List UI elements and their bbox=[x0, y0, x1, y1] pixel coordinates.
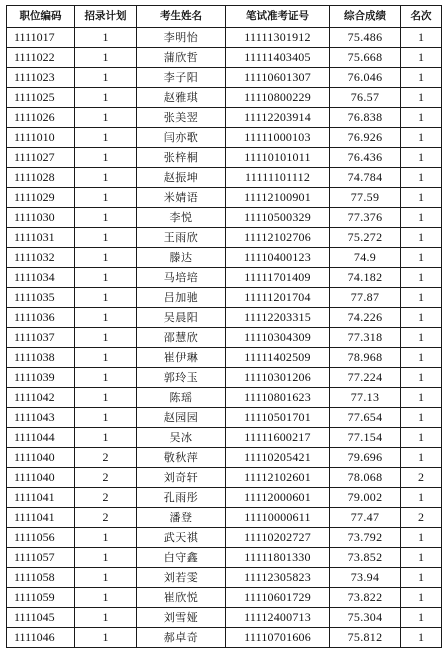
candidate-name-cell: 赵园园 bbox=[137, 408, 226, 428]
candidate-name-cell: 郝卓奇 bbox=[137, 628, 226, 648]
candidate-name-cell: 张美翌 bbox=[137, 108, 226, 128]
recruitment-plan-cell: 1 bbox=[75, 348, 137, 368]
candidate-name-cell: 郭玲玉 bbox=[137, 368, 226, 388]
table-row bbox=[7, 488, 442, 508]
recruitment-plan-cell: 1 bbox=[75, 148, 137, 168]
table-body bbox=[7, 28, 442, 648]
table-row bbox=[7, 448, 442, 468]
rank-cell: 1 bbox=[401, 288, 442, 308]
candidate-name-cell: 王雨欣 bbox=[137, 228, 226, 248]
results-table bbox=[6, 5, 442, 648]
position-code-cell: 1111017 bbox=[7, 28, 75, 48]
candidate-name-cell: 吴晨阳 bbox=[137, 308, 226, 328]
rank-cell: 1 bbox=[401, 628, 442, 648]
table-row bbox=[7, 248, 442, 268]
recruitment-plan-cell: 1 bbox=[75, 288, 137, 308]
exam-ticket-cell: 11110601307 bbox=[226, 68, 330, 88]
table-row bbox=[7, 548, 442, 568]
position-code-cell: 1111035 bbox=[7, 288, 75, 308]
position-code-cell: 1111028 bbox=[7, 168, 75, 188]
table-row bbox=[7, 508, 442, 528]
recruitment-plan-cell: 1 bbox=[75, 388, 137, 408]
table-row bbox=[7, 568, 442, 588]
recruitment-plan-cell: 1 bbox=[75, 368, 137, 388]
exam-ticket-cell: 11111600217 bbox=[226, 428, 330, 448]
composite-score-cell: 75.486 bbox=[330, 28, 401, 48]
rank-cell: 1 bbox=[401, 548, 442, 568]
candidate-name-cell: 崔伊琳 bbox=[137, 348, 226, 368]
rank-cell: 1 bbox=[401, 208, 442, 228]
position-code-cell: 1111040 bbox=[7, 448, 75, 468]
position-code-cell: 1111029 bbox=[7, 188, 75, 208]
candidate-name-cell: 潘登 bbox=[137, 508, 226, 528]
header-composite-score: 综合成绩 bbox=[330, 6, 401, 28]
recruitment-plan-cell: 1 bbox=[75, 68, 137, 88]
exam-ticket-cell: 11112100901 bbox=[226, 188, 330, 208]
recruitment-plan-cell: 2 bbox=[75, 488, 137, 508]
exam-ticket-cell: 11112203315 bbox=[226, 308, 330, 328]
composite-score-cell: 74.9 bbox=[330, 248, 401, 268]
exam-ticket-cell: 11111000103 bbox=[226, 128, 330, 148]
composite-score-cell: 76.436 bbox=[330, 148, 401, 168]
position-code-cell: 1111027 bbox=[7, 148, 75, 168]
recruitment-plan-cell: 1 bbox=[75, 88, 137, 108]
candidate-name-cell: 米婧语 bbox=[137, 188, 226, 208]
recruitment-plan-cell: 2 bbox=[75, 468, 137, 488]
composite-score-cell: 74.784 bbox=[330, 168, 401, 188]
exam-ticket-cell: 11112203914 bbox=[226, 108, 330, 128]
position-code-cell: 1111045 bbox=[7, 608, 75, 628]
exam-ticket-cell: 11110701606 bbox=[226, 628, 330, 648]
rank-cell: 1 bbox=[401, 148, 442, 168]
position-code-cell: 1111043 bbox=[7, 408, 75, 428]
composite-score-cell: 75.812 bbox=[330, 628, 401, 648]
position-code-cell: 1111022 bbox=[7, 48, 75, 68]
candidate-name-cell: 吕加驰 bbox=[137, 288, 226, 308]
recruitment-plan-cell: 1 bbox=[75, 28, 137, 48]
position-code-cell: 1111036 bbox=[7, 308, 75, 328]
position-code-cell: 1111056 bbox=[7, 528, 75, 548]
position-code-cell: 1111023 bbox=[7, 68, 75, 88]
exam-ticket-cell: 11111403405 bbox=[226, 48, 330, 68]
rank-cell: 1 bbox=[401, 348, 442, 368]
candidate-name-cell: 孔雨彤 bbox=[137, 488, 226, 508]
table-row bbox=[7, 48, 442, 68]
recruitment-plan-cell: 1 bbox=[75, 228, 137, 248]
exam-ticket-cell: 11110301206 bbox=[226, 368, 330, 388]
composite-score-cell: 77.318 bbox=[330, 328, 401, 348]
composite-score-cell: 78.968 bbox=[330, 348, 401, 368]
recruitment-plan-cell: 1 bbox=[75, 208, 137, 228]
table-row bbox=[7, 308, 442, 328]
rank-cell: 1 bbox=[401, 368, 442, 388]
exam-ticket-cell: 11111801330 bbox=[226, 548, 330, 568]
exam-ticket-cell: 11111402509 bbox=[226, 348, 330, 368]
composite-score-cell: 77.87 bbox=[330, 288, 401, 308]
candidate-name-cell: 刘若雯 bbox=[137, 568, 226, 588]
position-code-cell: 1111025 bbox=[7, 88, 75, 108]
composite-score-cell: 75.668 bbox=[330, 48, 401, 68]
table-row bbox=[7, 108, 442, 128]
header-rank: 名次 bbox=[401, 6, 442, 28]
rank-cell: 1 bbox=[401, 428, 442, 448]
rank-cell: 1 bbox=[401, 228, 442, 248]
rank-cell: 1 bbox=[401, 68, 442, 88]
rank-cell: 1 bbox=[401, 108, 442, 128]
recruitment-plan-cell: 1 bbox=[75, 568, 137, 588]
recruitment-plan-cell: 1 bbox=[75, 608, 137, 628]
composite-score-cell: 78.068 bbox=[330, 468, 401, 488]
composite-score-cell: 73.792 bbox=[330, 528, 401, 548]
composite-score-cell: 79.696 bbox=[330, 448, 401, 468]
composite-score-cell: 76.57 bbox=[330, 88, 401, 108]
rank-cell: 1 bbox=[401, 588, 442, 608]
position-code-cell: 1111044 bbox=[7, 428, 75, 448]
exam-ticket-cell: 11111301912 bbox=[226, 28, 330, 48]
recruitment-plan-cell: 1 bbox=[75, 48, 137, 68]
rank-cell: 1 bbox=[401, 528, 442, 548]
table-row bbox=[7, 288, 442, 308]
recruitment-plan-cell: 1 bbox=[75, 628, 137, 648]
candidate-name-cell: 李明怡 bbox=[137, 28, 226, 48]
position-code-cell: 1111031 bbox=[7, 228, 75, 248]
recruitment-plan-cell: 2 bbox=[75, 448, 137, 468]
composite-score-cell: 73.94 bbox=[330, 568, 401, 588]
candidate-name-cell: 白守鑫 bbox=[137, 548, 226, 568]
header-candidate-name: 考生姓名 bbox=[137, 6, 226, 28]
composite-score-cell: 77.47 bbox=[330, 508, 401, 528]
exam-ticket-cell: 11112305823 bbox=[226, 568, 330, 588]
composite-score-cell: 77.59 bbox=[330, 188, 401, 208]
exam-ticket-cell: 11110601729 bbox=[226, 588, 330, 608]
position-code-cell: 1111026 bbox=[7, 108, 75, 128]
composite-score-cell: 76.926 bbox=[330, 128, 401, 148]
exam-ticket-cell: 11110205421 bbox=[226, 448, 330, 468]
composite-score-cell: 77.13 bbox=[330, 388, 401, 408]
recruitment-plan-cell: 1 bbox=[75, 188, 137, 208]
exam-ticket-cell: 11112400713 bbox=[226, 608, 330, 628]
exam-ticket-cell: 11110500329 bbox=[226, 208, 330, 228]
exam-ticket-cell: 11110202727 bbox=[226, 528, 330, 548]
exam-ticket-cell: 11112000601 bbox=[226, 488, 330, 508]
composite-score-cell: 76.046 bbox=[330, 68, 401, 88]
candidate-name-cell: 陈瑶 bbox=[137, 388, 226, 408]
exam-ticket-cell: 11112102601 bbox=[226, 468, 330, 488]
rank-cell: 1 bbox=[401, 308, 442, 328]
rank-cell: 1 bbox=[401, 128, 442, 148]
table-row bbox=[7, 208, 442, 228]
candidate-name-cell: 武天祺 bbox=[137, 528, 226, 548]
table-row bbox=[7, 28, 442, 48]
table-row bbox=[7, 68, 442, 88]
table-row bbox=[7, 628, 442, 648]
table-row bbox=[7, 348, 442, 368]
rank-cell: 1 bbox=[401, 188, 442, 208]
exam-ticket-cell: 11110801623 bbox=[226, 388, 330, 408]
table-row bbox=[7, 268, 442, 288]
table-row bbox=[7, 608, 442, 628]
recruitment-plan-cell: 1 bbox=[75, 588, 137, 608]
candidate-name-cell: 刘雪娅 bbox=[137, 608, 226, 628]
position-code-cell: 1111042 bbox=[7, 388, 75, 408]
composite-score-cell: 76.838 bbox=[330, 108, 401, 128]
table-row bbox=[7, 188, 442, 208]
composite-score-cell: 74.226 bbox=[330, 308, 401, 328]
candidate-name-cell: 张梓桐 bbox=[137, 148, 226, 168]
composite-score-cell: 75.304 bbox=[330, 608, 401, 628]
header-exam-ticket-number: 笔试准考证号 bbox=[226, 6, 330, 28]
position-code-cell: 1111040 bbox=[7, 468, 75, 488]
table-row bbox=[7, 468, 442, 488]
rank-cell: 1 bbox=[401, 568, 442, 588]
position-code-cell: 1111058 bbox=[7, 568, 75, 588]
rank-cell: 1 bbox=[401, 168, 442, 188]
recruitment-plan-cell: 1 bbox=[75, 328, 137, 348]
recruitment-plan-cell: 1 bbox=[75, 108, 137, 128]
rank-cell: 1 bbox=[401, 448, 442, 468]
candidate-name-cell: 赵雅琪 bbox=[137, 88, 226, 108]
exam-ticket-cell: 11110101011 bbox=[226, 148, 330, 168]
header-position-code: 职位编码 bbox=[7, 6, 75, 28]
candidate-name-cell: 闫亦歌 bbox=[137, 128, 226, 148]
rank-cell: 1 bbox=[401, 48, 442, 68]
recruitment-plan-cell: 1 bbox=[75, 268, 137, 288]
composite-score-cell: 77.154 bbox=[330, 428, 401, 448]
composite-score-cell: 77.376 bbox=[330, 208, 401, 228]
table-row bbox=[7, 88, 442, 108]
exam-ticket-cell: 11112102706 bbox=[226, 228, 330, 248]
candidate-name-cell: 吴冰 bbox=[137, 428, 226, 448]
exam-ticket-cell: 11110000611 bbox=[226, 508, 330, 528]
position-code-cell: 1111038 bbox=[7, 348, 75, 368]
composite-score-cell: 75.272 bbox=[330, 228, 401, 248]
table-row bbox=[7, 408, 442, 428]
candidate-name-cell: 李悦 bbox=[137, 208, 226, 228]
exam-ticket-cell: 11111701409 bbox=[226, 268, 330, 288]
table-row bbox=[7, 388, 442, 408]
recruitment-plan-cell: 1 bbox=[75, 408, 137, 428]
recruitment-plan-cell: 1 bbox=[75, 248, 137, 268]
position-code-cell: 1111037 bbox=[7, 328, 75, 348]
candidate-name-cell: 李子阳 bbox=[137, 68, 226, 88]
table-row bbox=[7, 368, 442, 388]
composite-score-cell: 73.852 bbox=[330, 548, 401, 568]
candidate-name-cell: 马培培 bbox=[137, 268, 226, 288]
recruitment-plan-cell: 1 bbox=[75, 168, 137, 188]
recruitment-plan-cell: 1 bbox=[75, 528, 137, 548]
position-code-cell: 1111059 bbox=[7, 588, 75, 608]
header-row bbox=[7, 6, 442, 28]
recruitment-plan-cell: 1 bbox=[75, 548, 137, 568]
exam-ticket-cell: 11110304309 bbox=[226, 328, 330, 348]
composite-score-cell: 77.224 bbox=[330, 368, 401, 388]
rank-cell: 1 bbox=[401, 388, 442, 408]
header-recruitment-plan: 招录计划 bbox=[75, 6, 137, 28]
candidate-name-cell: 崔欣悦 bbox=[137, 588, 226, 608]
recruitment-plan-cell: 1 bbox=[75, 308, 137, 328]
table-row bbox=[7, 228, 442, 248]
candidate-name-cell: 刘奇轩 bbox=[137, 468, 226, 488]
table-row bbox=[7, 168, 442, 188]
table-row bbox=[7, 528, 442, 548]
exam-ticket-cell: 11110400123 bbox=[226, 248, 330, 268]
position-code-cell: 1111046 bbox=[7, 628, 75, 648]
rank-cell: 1 bbox=[401, 408, 442, 428]
table-row bbox=[7, 148, 442, 168]
composite-score-cell: 77.654 bbox=[330, 408, 401, 428]
position-code-cell: 1111030 bbox=[7, 208, 75, 228]
candidate-name-cell: 邵慧欣 bbox=[137, 328, 226, 348]
table-row bbox=[7, 428, 442, 448]
position-code-cell: 1111039 bbox=[7, 368, 75, 388]
position-code-cell: 1111032 bbox=[7, 248, 75, 268]
exam-ticket-cell: 11111101112 bbox=[226, 168, 330, 188]
recruitment-plan-cell: 1 bbox=[75, 428, 137, 448]
table-row bbox=[7, 128, 442, 148]
table-row bbox=[7, 328, 442, 348]
position-code-cell: 1111041 bbox=[7, 488, 75, 508]
rank-cell: 1 bbox=[401, 488, 442, 508]
table-row bbox=[7, 588, 442, 608]
recruitment-plan-cell: 1 bbox=[75, 128, 137, 148]
rank-cell: 1 bbox=[401, 328, 442, 348]
composite-score-cell: 74.182 bbox=[330, 268, 401, 288]
position-code-cell: 1111010 bbox=[7, 128, 75, 148]
candidate-name-cell: 蒲欣哲 bbox=[137, 48, 226, 68]
recruitment-plan-cell: 2 bbox=[75, 508, 137, 528]
rank-cell: 1 bbox=[401, 28, 442, 48]
position-code-cell: 1111041 bbox=[7, 508, 75, 528]
rank-cell: 2 bbox=[401, 508, 442, 528]
composite-score-cell: 79.002 bbox=[330, 488, 401, 508]
rank-cell: 1 bbox=[401, 268, 442, 288]
candidate-name-cell: 敬秋萍 bbox=[137, 448, 226, 468]
candidate-name-cell: 赵振坤 bbox=[137, 168, 226, 188]
position-code-cell: 1111057 bbox=[7, 548, 75, 568]
rank-cell: 1 bbox=[401, 608, 442, 628]
rank-cell: 2 bbox=[401, 468, 442, 488]
rank-cell: 1 bbox=[401, 248, 442, 268]
rank-cell: 1 bbox=[401, 88, 442, 108]
position-code-cell: 1111034 bbox=[7, 268, 75, 288]
exam-ticket-cell: 11110800229 bbox=[226, 88, 330, 108]
composite-score-cell: 73.822 bbox=[330, 588, 401, 608]
exam-ticket-cell: 11110501701 bbox=[226, 408, 330, 428]
candidate-name-cell: 滕达 bbox=[137, 248, 226, 268]
exam-ticket-cell: 11111201704 bbox=[226, 288, 330, 308]
